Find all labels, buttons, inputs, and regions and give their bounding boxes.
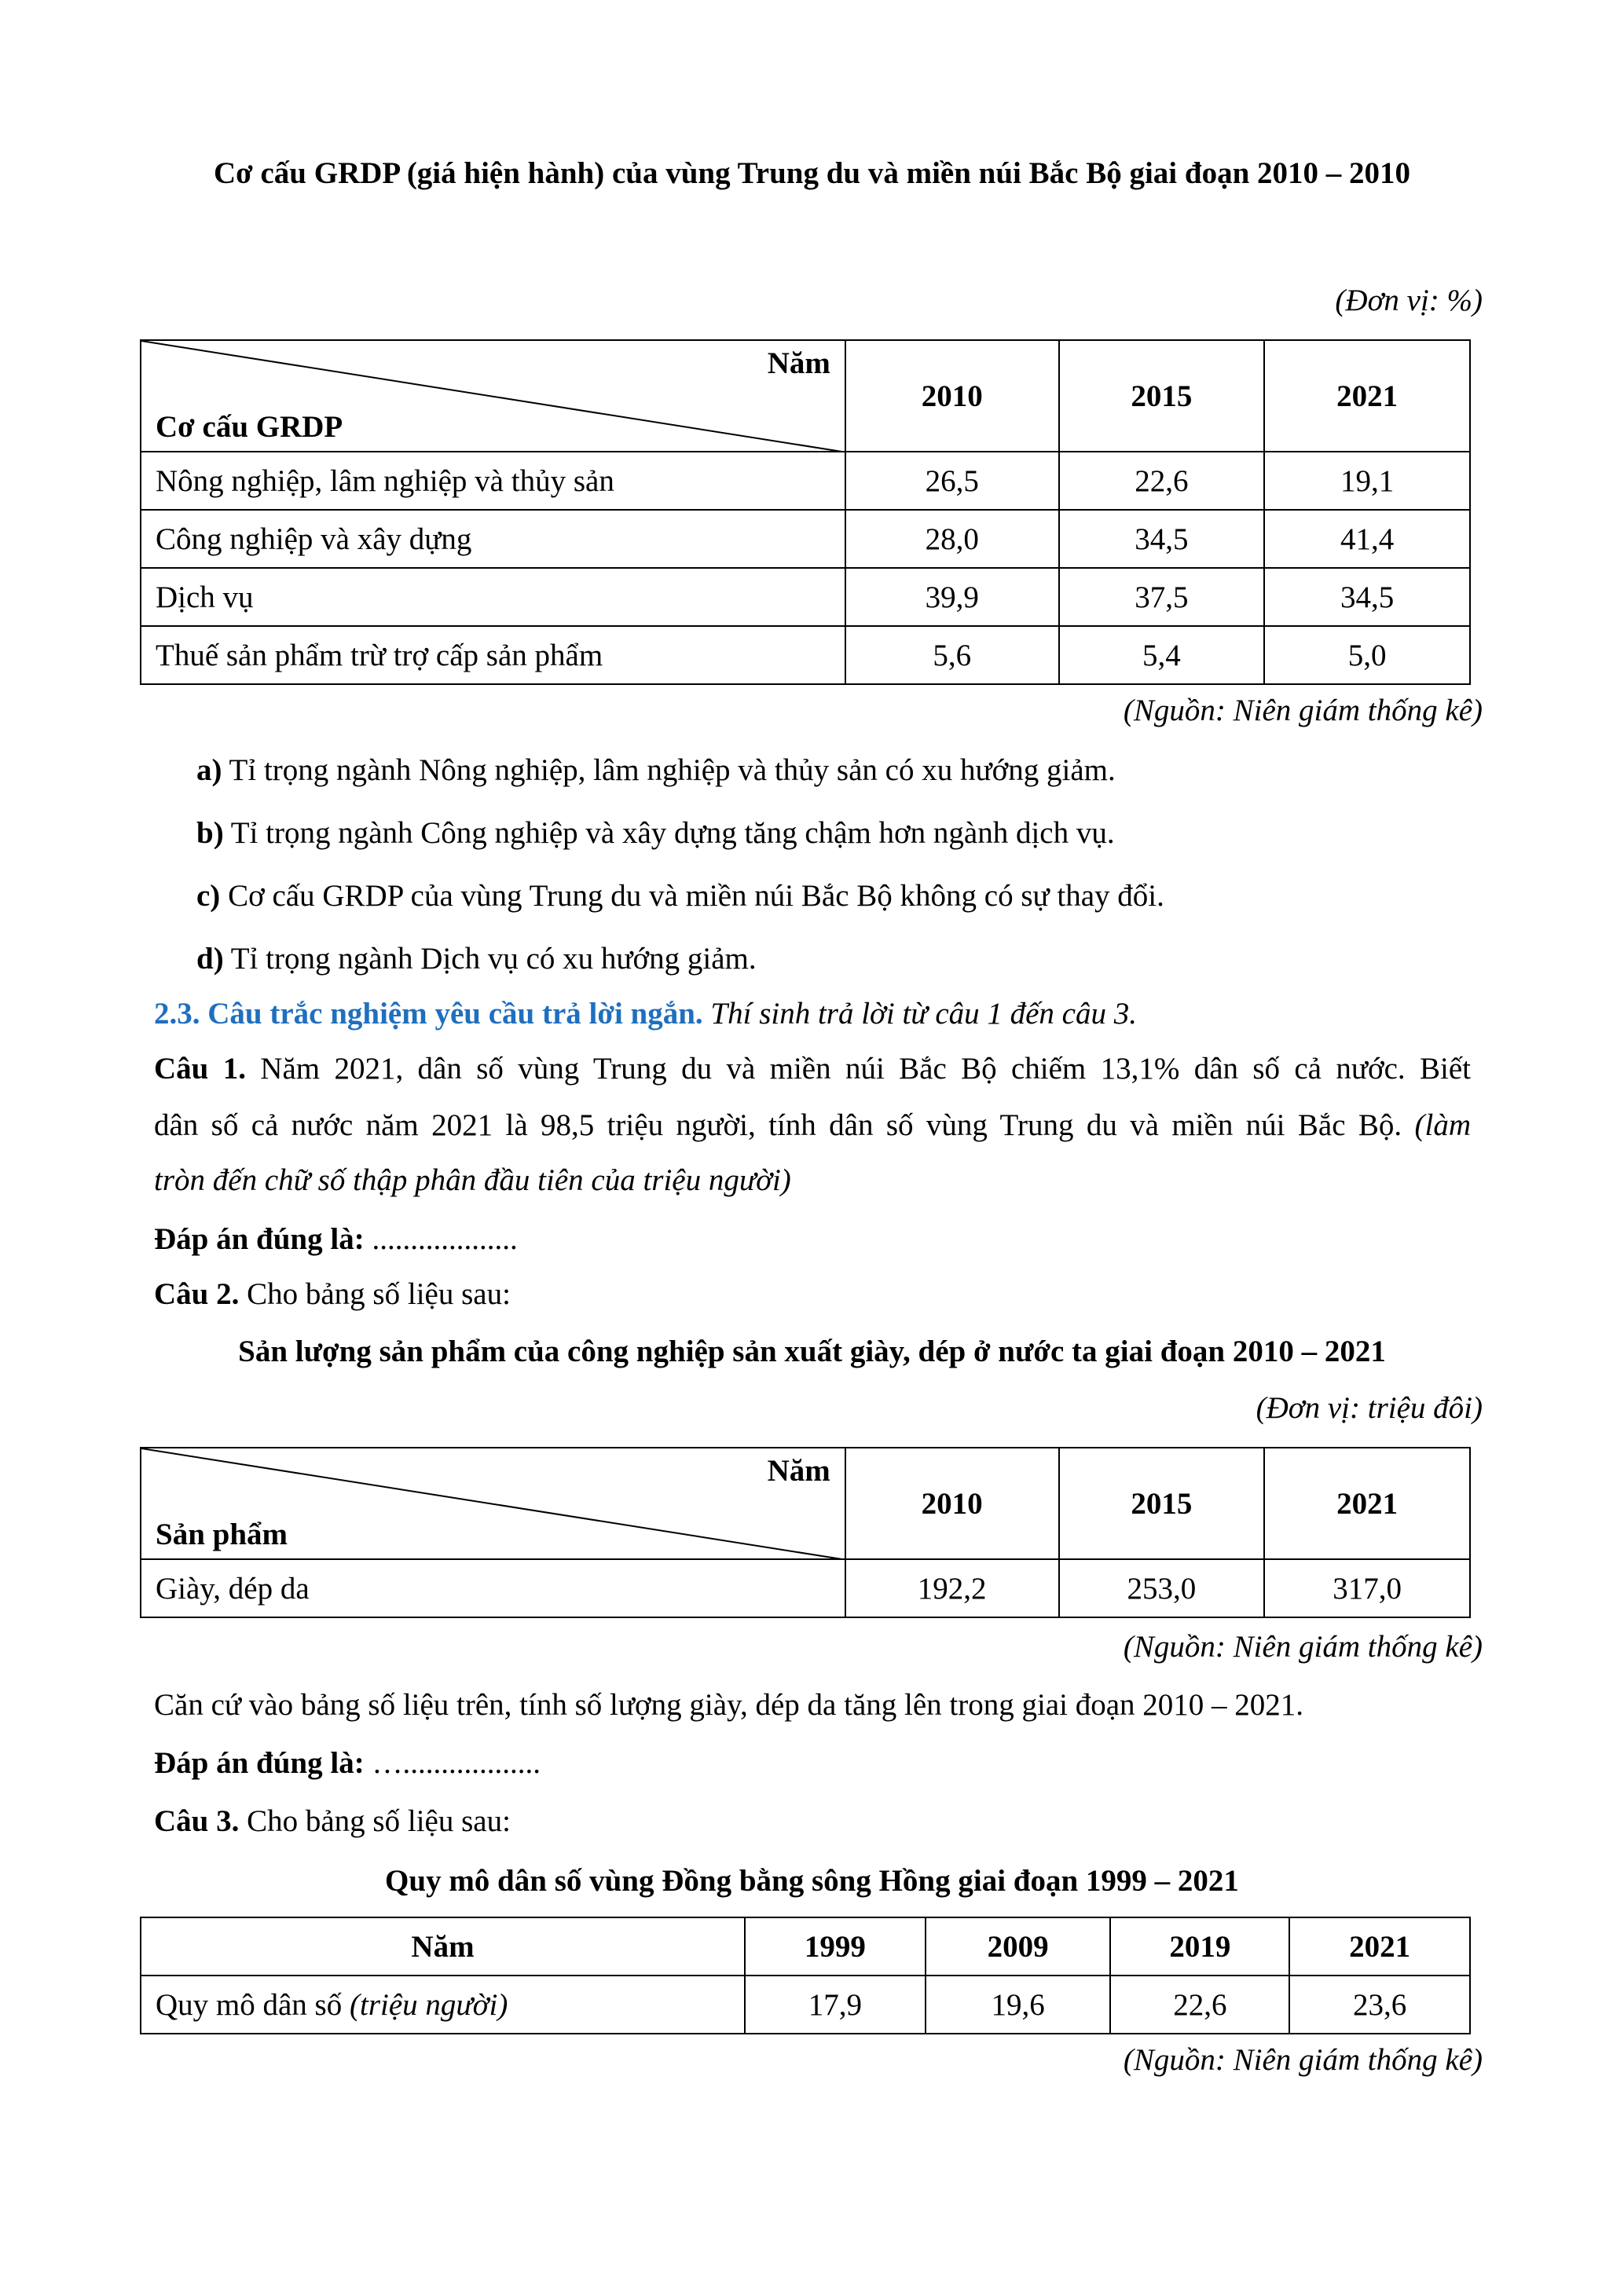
answer-1: [154, 1221, 518, 1258]
row-label: Công nghiệp và xây dựng: [141, 510, 845, 568]
cell-value: 192,2: [845, 1559, 1059, 1617]
table2-corner-cell: [141, 1448, 845, 1559]
cell-value: 23,6: [1289, 1976, 1470, 2034]
statement-d: [196, 941, 757, 978]
cell-value: 34,5: [1059, 510, 1265, 568]
statement-c: [196, 878, 1164, 915]
question-text: dân số cả nước năm 2021 là 98,5 triệu người, tính dân số vùng Trung du và miền núi Bắc Bộ.: [154, 1108, 1402, 1142]
table2-year-header: 2021: [1264, 1448, 1470, 1559]
statement-text: Cơ cấu GRDP của vùng Trung du và miền núi Bắc Bộ không có sự thay đổi.: [220, 879, 1164, 913]
table-header-row: [141, 1917, 1470, 1976]
table2-source: (Nguồn: Niên giám thống kê): [1123, 1630, 1483, 1664]
table2-title: Sản lượng sản phẩm của công nghiệp sản xuất giày, dép ở nước ta giai đoạn 2010 – 2021: [238, 1335, 1386, 1368]
row-label-unit: (triệu người): [350, 1987, 508, 2022]
table1-corner-top: Năm: [767, 346, 830, 380]
table-row: [141, 452, 1470, 510]
statement-key: c): [196, 879, 221, 913]
table1-corner-cell: [141, 340, 845, 452]
cell-value: 26,5: [845, 452, 1059, 510]
answer-label: Đáp án đúng là:: [154, 1222, 365, 1256]
table3-year-header: 2021: [1289, 1917, 1470, 1976]
cell-value: 19,1: [1264, 452, 1470, 510]
row-label: [141, 1976, 745, 2034]
table3-title: Quy mô dân số vùng Đồng bằng sông Hồng giai đoạn 1999 – 2021: [385, 1864, 1239, 1898]
table-row: [141, 626, 1470, 684]
question-1-line-3: tròn đến chữ số thập phân đầu tiên của triệu người): [154, 1163, 791, 1197]
statement-a: [196, 753, 1116, 789]
section-heading: [154, 996, 1137, 1033]
table2-unit: (Đơn vị: triệu đôi): [1256, 1391, 1483, 1425]
answer-2: [154, 1745, 541, 1782]
question-note: (làm: [1402, 1108, 1471, 1142]
row-label: Thuế sản phẩm trừ trợ cấp sản phẩm: [141, 626, 845, 684]
row-label: Giày, dép da: [141, 1559, 845, 1617]
table1-title: Cơ cấu GRDP (giá hiện hành) của vùng Trung du và miền núi Bắc Bộ giai đoạn 2010 – 2010: [213, 156, 1411, 190]
cell-value: 5,6: [845, 626, 1059, 684]
table-row: [141, 1559, 1470, 1617]
cell-value: 37,5: [1059, 568, 1265, 626]
cell-value: 34,5: [1264, 568, 1470, 626]
question-label: Câu 2.: [154, 1277, 240, 1311]
question-3: [154, 1803, 511, 1840]
table2-corner-top: Năm: [767, 1454, 830, 1488]
cell-value: 253,0: [1059, 1559, 1265, 1617]
question-1-line-2: [154, 1108, 1471, 1144]
cell-value: 17,9: [745, 1976, 926, 2034]
table-grdp-structure: [140, 339, 1471, 685]
table1-source: (Nguồn: Niên giám thống kê): [1123, 694, 1483, 727]
table1-year-header: 2015: [1059, 340, 1265, 452]
table3-year-header: 2019: [1110, 1917, 1289, 1976]
statement-key: b): [196, 816, 224, 850]
table3-year-header: 1999: [745, 1917, 926, 1976]
question-label: Câu 3.: [154, 1804, 240, 1838]
table1-corner-bottom: Cơ cấu GRDP: [156, 410, 343, 444]
answer-blank: ...................: [364, 1222, 518, 1256]
cell-value: 317,0: [1264, 1559, 1470, 1617]
table-footwear-output: [140, 1447, 1471, 1618]
question-text: Cho bảng số liệu sau:: [239, 1804, 511, 1838]
question-2: [154, 1276, 511, 1313]
table3-header: Năm: [141, 1917, 745, 1976]
table2-corner-bottom: Sản phẩm: [156, 1518, 288, 1551]
table3-year-header: 2009: [926, 1917, 1111, 1976]
cell-value: 19,6: [926, 1976, 1111, 2034]
row-label: Nông nghiệp, lâm nghiệp và thủy sản: [141, 452, 845, 510]
row-label: Dịch vụ: [141, 568, 845, 626]
section-title: 2.3. Câu trắc nghiệm yêu cầu trả lời ngắn.: [154, 997, 703, 1031]
table2-year-header: 2010: [845, 1448, 1059, 1559]
statement-text: Tỉ trọng ngành Dịch vụ có xu hướng giảm.: [223, 942, 757, 976]
cell-value: 22,6: [1059, 452, 1265, 510]
table-row: [141, 510, 1470, 568]
table1-year-header: 2010: [845, 340, 1059, 452]
statement-key: a): [196, 753, 222, 787]
statement-key: d): [196, 942, 224, 976]
question-text: Năm 2021, dân số vùng Trung du và miền núi Bắc Bộ chiếm 13,1% dân số cả nước. Biết: [245, 1052, 1471, 1086]
table-row: [141, 568, 1470, 626]
question-label: Câu 1.: [154, 1052, 246, 1086]
answer-blank: …..................: [364, 1746, 541, 1780]
question-text: Cho bảng số liệu sau:: [239, 1277, 511, 1311]
answer-label: Đáp án đúng là:: [154, 1746, 365, 1780]
table-population: [140, 1917, 1471, 2034]
cell-value: 22,6: [1110, 1976, 1289, 2034]
cell-value: 28,0: [845, 510, 1059, 568]
cell-value: 39,9: [845, 568, 1059, 626]
row-label-text: Quy mô dân số: [156, 1987, 350, 2022]
statement-text: Tỉ trọng ngành Công nghiệp và xây dựng tăng chậm hơn ngành dịch vụ.: [223, 816, 1115, 850]
cell-value: 5,4: [1059, 626, 1265, 684]
table1-unit: (Đơn vị: %): [1335, 284, 1483, 317]
statement-b: [196, 815, 1115, 852]
table3-source: (Nguồn: Niên giám thống kê): [1123, 2043, 1483, 2077]
table1-year-header: 2021: [1264, 340, 1470, 452]
table2-year-header: 2015: [1059, 1448, 1265, 1559]
statement-text: Tỉ trọng ngành Nông nghiệp, lâm nghiệp và thủy sản có xu hướng giảm.: [222, 753, 1116, 787]
section-instruction: Thí sinh trả lời từ câu 1 đến câu 3.: [702, 997, 1137, 1031]
question-2-prompt: Căn cứ vào bảng số liệu trên, tính số lượng giày, dép da tăng lên trong giai đoạn 2010 – 2021.: [154, 1688, 1304, 1722]
table-row: [141, 1976, 1470, 2034]
cell-value: 41,4: [1264, 510, 1470, 568]
cell-value: 5,0: [1264, 626, 1470, 684]
question-1-line-1: [154, 1051, 1471, 1088]
